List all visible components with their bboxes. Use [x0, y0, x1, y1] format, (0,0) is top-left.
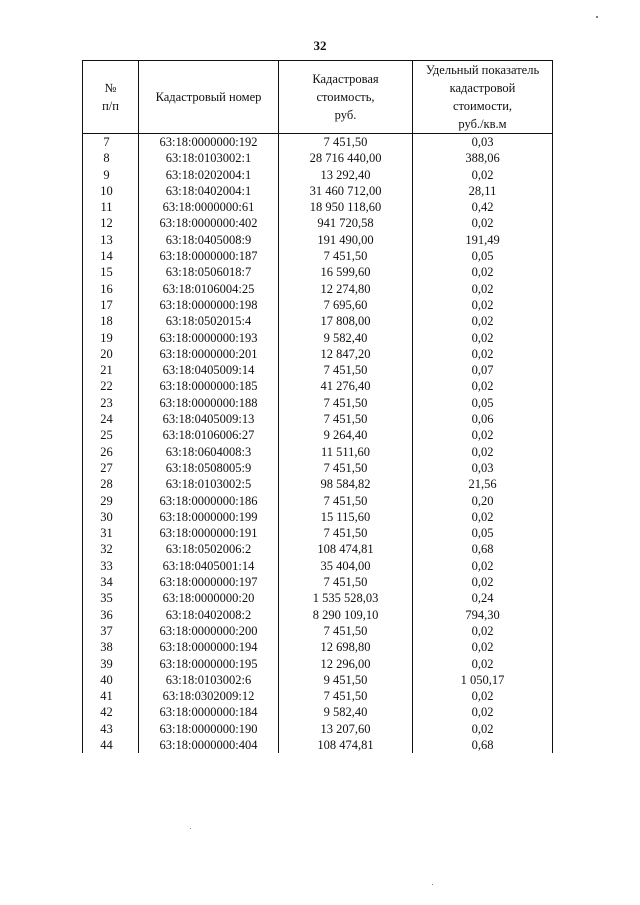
table-row	[83, 558, 553, 574]
specific-indicator-cell: 388,06	[413, 150, 553, 166]
row-number-cell: 38	[83, 639, 139, 655]
cadastral-number-cell: 63:18:0000000:20	[139, 590, 279, 606]
cadastral-cost-cell: 108 474,81	[279, 541, 413, 557]
cadastral-number-cell: 63:18:0000000:187	[139, 248, 279, 264]
cadastral-number-cell: 63:18:0302009:12	[139, 688, 279, 704]
scan-speck	[432, 884, 433, 885]
specific-indicator-cell: 0,02	[413, 330, 553, 346]
cadastral-number-cell: 63:18:0000000:184	[139, 704, 279, 720]
row-number-cell: 37	[83, 623, 139, 639]
row-number-cell: 42	[83, 704, 139, 720]
table-row	[83, 297, 553, 313]
cadastral-number-cell: 63:18:0405009:14	[139, 362, 279, 378]
table-row	[83, 215, 553, 231]
cadastral-cost-cell: 7 451,50	[279, 248, 413, 264]
cadastral-number-cell: 63:18:0000000:188	[139, 395, 279, 411]
table-row	[83, 232, 553, 248]
specific-indicator-cell: 0,02	[413, 639, 553, 655]
cadastral-number-cell: 63:18:0106006:27	[139, 427, 279, 443]
cadastral-number-cell: 63:18:0000000:198	[139, 297, 279, 313]
cadastral-cost-cell: 16 599,60	[279, 264, 413, 280]
row-number-cell: 11	[83, 199, 139, 215]
table-row	[83, 362, 553, 378]
row-number-cell: 16	[83, 281, 139, 297]
row-number-cell: 24	[83, 411, 139, 427]
header-cadastral-number: Кадастровый номер	[139, 61, 279, 134]
specific-indicator-cell: 0,68	[413, 541, 553, 557]
cadastral-number-cell: 63:18:0000000:201	[139, 346, 279, 362]
table-row	[83, 590, 553, 606]
row-number-cell: 41	[83, 688, 139, 704]
specific-indicator-cell: 0,02	[413, 215, 553, 231]
cadastral-cost-cell: 15 115,60	[279, 509, 413, 525]
cadastral-cost-cell: 9 582,40	[279, 330, 413, 346]
table-row	[83, 378, 553, 394]
cadastral-number-cell: 63:18:0000000:404	[139, 737, 279, 753]
header-specific-indicator: Удельный показатель кадастровой стоимости, руб./кв.м	[413, 61, 553, 134]
row-number-cell: 23	[83, 395, 139, 411]
specific-indicator-cell: 0,68	[413, 737, 553, 753]
cadastral-cost-cell: 98 584,82	[279, 476, 413, 492]
scan-speck	[190, 828, 191, 829]
cadastral-cost-cell: 12 847,20	[279, 346, 413, 362]
row-number-cell: 33	[83, 558, 139, 574]
cadastral-number-cell: 63:18:0103002:6	[139, 672, 279, 688]
cadastral-number-cell: 63:18:0402008:2	[139, 607, 279, 623]
cadastral-cost-cell: 17 808,00	[279, 313, 413, 329]
cadastral-number-cell: 63:18:0402004:1	[139, 183, 279, 199]
specific-indicator-cell: 21,56	[413, 476, 553, 492]
row-number-cell: 21	[83, 362, 139, 378]
cadastral-number-cell: 63:18:0000000:190	[139, 721, 279, 737]
table-row	[83, 199, 553, 215]
specific-indicator-cell: 0,02	[413, 346, 553, 362]
specific-indicator-cell: 0,02	[413, 558, 553, 574]
row-number-cell: 9	[83, 167, 139, 183]
specific-indicator-cell: 0,02	[413, 281, 553, 297]
cadastral-cost-cell: 28 716 440,00	[279, 150, 413, 166]
specific-indicator-cell: 0,02	[413, 313, 553, 329]
row-number-cell: 34	[83, 574, 139, 590]
specific-indicator-cell: 0,02	[413, 574, 553, 590]
cadastral-cost-cell: 7 451,50	[279, 395, 413, 411]
row-number-cell: 20	[83, 346, 139, 362]
cadastral-cost-cell: 9 582,40	[279, 704, 413, 720]
cadastral-cost-cell: 12 296,00	[279, 656, 413, 672]
row-number-cell: 15	[83, 264, 139, 280]
specific-indicator-cell: 0,03	[413, 134, 553, 151]
specific-indicator-cell: 0,02	[413, 704, 553, 720]
cadastral-cost-cell: 35 404,00	[279, 558, 413, 574]
cadastral-number-cell: 63:18:0103002:5	[139, 476, 279, 492]
cadastral-cost-cell: 7 451,50	[279, 525, 413, 541]
row-number-cell: 12	[83, 215, 139, 231]
cadastral-cost-cell: 13 292,40	[279, 167, 413, 183]
header-row-number: № п/п	[83, 61, 139, 134]
specific-indicator-cell: 0,02	[413, 378, 553, 394]
row-number-cell: 14	[83, 248, 139, 264]
table-header	[83, 61, 553, 134]
table-row	[83, 346, 553, 362]
table-row	[83, 639, 553, 655]
row-number-cell: 19	[83, 330, 139, 346]
table-row	[83, 737, 553, 753]
cadastral-number-cell: 63:18:0106004:25	[139, 281, 279, 297]
table-row	[83, 248, 553, 264]
scan-speck	[596, 16, 598, 18]
table-row	[83, 395, 553, 411]
table-row	[83, 721, 553, 737]
row-number-cell: 44	[83, 737, 139, 753]
table-row	[83, 134, 553, 151]
specific-indicator-cell: 0,02	[413, 264, 553, 280]
header-cadastral-cost: Кадастровая стоимость, руб.	[279, 61, 413, 134]
cadastral-cost-cell: 7 451,50	[279, 362, 413, 378]
row-number-cell: 40	[83, 672, 139, 688]
cadastral-cost-cell: 41 276,40	[279, 378, 413, 394]
table-row	[83, 183, 553, 199]
row-number-cell: 29	[83, 493, 139, 509]
cadastral-number-cell: 63:18:0000000:194	[139, 639, 279, 655]
cadastral-number-cell: 63:18:0000000:61	[139, 199, 279, 215]
cadastral-cost-cell: 7 451,50	[279, 411, 413, 427]
row-number-cell: 31	[83, 525, 139, 541]
specific-indicator-cell: 0,02	[413, 444, 553, 460]
cadastral-cost-cell: 7 451,50	[279, 493, 413, 509]
cadastral-number-cell: 63:18:0000000:191	[139, 525, 279, 541]
specific-indicator-cell: 0,02	[413, 656, 553, 672]
specific-indicator-cell: 0,05	[413, 248, 553, 264]
row-number-cell: 17	[83, 297, 139, 313]
cadastral-number-cell: 63:18:0000000:195	[139, 656, 279, 672]
table-row	[83, 427, 553, 443]
table-row	[83, 460, 553, 476]
cadastral-cost-cell: 7 695,60	[279, 297, 413, 313]
row-number-cell: 30	[83, 509, 139, 525]
row-number-cell: 18	[83, 313, 139, 329]
cadastral-cost-cell: 7 451,50	[279, 623, 413, 639]
table-row	[83, 688, 553, 704]
cadastral-cost-cell: 108 474,81	[279, 737, 413, 753]
cadastral-cost-cell: 31 460 712,00	[279, 183, 413, 199]
table-row	[83, 574, 553, 590]
cadastral-cost-cell: 7 451,50	[279, 574, 413, 590]
cadastral-cost-cell: 13 207,60	[279, 721, 413, 737]
specific-indicator-cell: 0,02	[413, 721, 553, 737]
table-row	[83, 541, 553, 557]
row-number-cell: 26	[83, 444, 139, 460]
table-body	[83, 134, 553, 754]
row-number-cell: 39	[83, 656, 139, 672]
cadastral-cost-cell: 941 720,58	[279, 215, 413, 231]
cadastral-number-cell: 63:18:0000000:402	[139, 215, 279, 231]
cadastral-cost-cell: 8 290 109,10	[279, 607, 413, 623]
table-row	[83, 411, 553, 427]
cadastral-cost-cell: 7 451,50	[279, 460, 413, 476]
cadastral-number-cell: 63:18:0000000:200	[139, 623, 279, 639]
table-row	[83, 656, 553, 672]
specific-indicator-cell: 0,02	[413, 623, 553, 639]
table-row	[83, 167, 553, 183]
row-number-cell: 43	[83, 721, 139, 737]
cadastral-number-cell: 63:18:0000000:186	[139, 493, 279, 509]
table-row	[83, 281, 553, 297]
cadastral-number-cell: 63:18:0000000:193	[139, 330, 279, 346]
cadastral-number-cell: 63:18:0405008:9	[139, 232, 279, 248]
row-number-cell: 25	[83, 427, 139, 443]
header-row	[83, 61, 553, 134]
specific-indicator-cell: 0,02	[413, 167, 553, 183]
cadastral-cost-cell: 191 490,00	[279, 232, 413, 248]
specific-indicator-cell: 0,02	[413, 688, 553, 704]
cadastral-cost-cell: 9 264,40	[279, 427, 413, 443]
specific-indicator-cell: 0,05	[413, 395, 553, 411]
table-row	[83, 509, 553, 525]
table-row	[83, 525, 553, 541]
cadastral-cost-cell: 7 451,50	[279, 134, 413, 151]
specific-indicator-cell: 0,24	[413, 590, 553, 606]
cadastral-number-cell: 63:18:0502006:2	[139, 541, 279, 557]
table-row	[83, 264, 553, 280]
table-row	[83, 330, 553, 346]
specific-indicator-cell: 0,07	[413, 362, 553, 378]
cadastral-number-cell: 63:18:0103002:1	[139, 150, 279, 166]
cadastral-cost-cell: 1 535 528,03	[279, 590, 413, 606]
cadastral-cost-cell: 12 274,80	[279, 281, 413, 297]
cadastral-cost-cell: 18 950 118,60	[279, 199, 413, 215]
specific-indicator-cell: 0,05	[413, 525, 553, 541]
specific-indicator-cell: 0,02	[413, 509, 553, 525]
specific-indicator-cell: 0,06	[413, 411, 553, 427]
specific-indicator-cell: 28,11	[413, 183, 553, 199]
row-number-cell: 7	[83, 134, 139, 151]
cadastral-number-cell: 63:18:0405001:14	[139, 558, 279, 574]
row-number-cell: 36	[83, 607, 139, 623]
table-row	[83, 607, 553, 623]
table-row	[83, 150, 553, 166]
specific-indicator-cell: 0,02	[413, 427, 553, 443]
table-row	[83, 672, 553, 688]
cadastral-cost-cell: 7 451,50	[279, 688, 413, 704]
cadastral-number-cell: 63:18:0508005:9	[139, 460, 279, 476]
specific-indicator-cell: 0,03	[413, 460, 553, 476]
table-row	[83, 444, 553, 460]
row-number-cell: 8	[83, 150, 139, 166]
table-row	[83, 623, 553, 639]
row-number-cell: 22	[83, 378, 139, 394]
specific-indicator-cell: 191,49	[413, 232, 553, 248]
row-number-cell: 10	[83, 183, 139, 199]
row-number-cell: 32	[83, 541, 139, 557]
specific-indicator-cell: 0,42	[413, 199, 553, 215]
cadastral-number-cell: 63:18:0202004:1	[139, 167, 279, 183]
row-number-cell: 28	[83, 476, 139, 492]
cadastral-number-cell: 63:18:0604008:3	[139, 444, 279, 460]
cadastral-number-cell: 63:18:0000000:199	[139, 509, 279, 525]
specific-indicator-cell: 1 050,17	[413, 672, 553, 688]
table-row	[83, 704, 553, 720]
cadastral-number-cell: 63:18:0502015:4	[139, 313, 279, 329]
cadastral-number-cell: 63:18:0405009:13	[139, 411, 279, 427]
cadastral-number-cell: 63:18:0000000:185	[139, 378, 279, 394]
specific-indicator-cell: 0,20	[413, 493, 553, 509]
table-row	[83, 476, 553, 492]
cadastral-cost-cell: 12 698,80	[279, 639, 413, 655]
table-row	[83, 493, 553, 509]
page-number: 32	[313, 38, 327, 53]
cadastral-number-cell: 63:18:0000000:192	[139, 134, 279, 151]
cadastral-number-cell: 63:18:0000000:197	[139, 574, 279, 590]
row-number-cell: 27	[83, 460, 139, 476]
cadastral-cost-cell: 9 451,50	[279, 672, 413, 688]
row-number-cell: 35	[83, 590, 139, 606]
cadastral-number-cell: 63:18:0506018:7	[139, 264, 279, 280]
cadastral-cost-cell: 11 511,60	[279, 444, 413, 460]
specific-indicator-cell: 0,02	[413, 297, 553, 313]
specific-indicator-cell: 794,30	[413, 607, 553, 623]
table-row	[83, 313, 553, 329]
row-number-cell: 13	[83, 232, 139, 248]
cadastral-cost-table	[82, 60, 553, 753]
